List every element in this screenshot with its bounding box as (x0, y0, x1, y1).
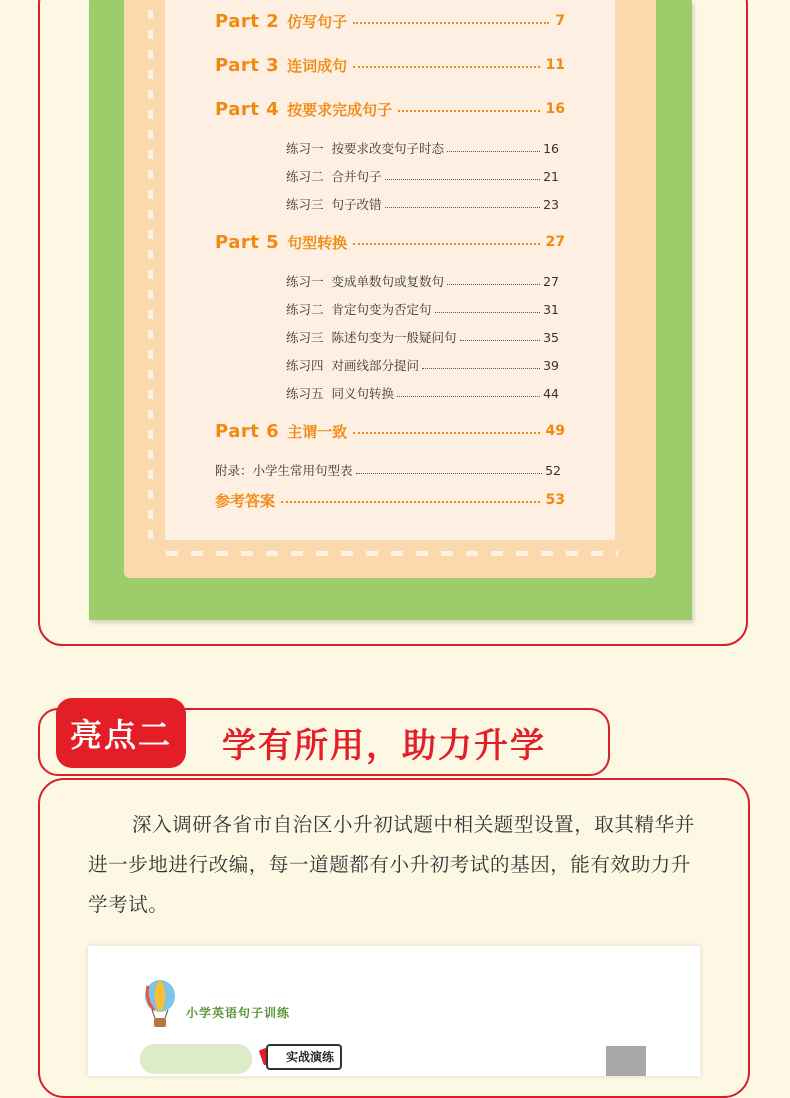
dashed-border-bottom (166, 551, 618, 556)
exercise-title: 句子改错 (331, 197, 382, 212)
toc-part-row[interactable] (215, 53, 565, 77)
part-page: 7 (555, 13, 565, 29)
dot-leader (398, 110, 539, 112)
part-label: Part 6 (215, 420, 280, 442)
exercise-page: 44 (543, 385, 559, 401)
appendix-page: 52 (545, 462, 561, 478)
exercise-page: 35 (543, 329, 559, 345)
dot-leader (422, 368, 540, 369)
exercise-title: 对画线部分提问 (331, 358, 420, 373)
toc-part-row[interactable] (215, 97, 565, 121)
dot-leader (435, 312, 541, 313)
toc-exercise-row[interactable] (286, 195, 559, 213)
exercise-page: 16 (543, 140, 559, 156)
dot-leader (460, 340, 541, 341)
sample-section-pill (140, 1044, 252, 1074)
part-page: 27 (545, 234, 565, 250)
part-title: 连词成句 (287, 56, 348, 75)
exercise-name: 练习二 (286, 169, 324, 184)
highlight-badge: 亮点二 (56, 698, 186, 768)
exercise-name: 练习二 (286, 302, 324, 317)
dot-leader (385, 207, 541, 208)
part-label: Part 2 (215, 10, 280, 32)
part-label: Part 3 (215, 54, 280, 76)
part-page: 11 (545, 57, 565, 73)
part-label: Part 5 (215, 231, 280, 253)
exercise-page: 31 (543, 301, 559, 317)
toc-exercise-row[interactable] (286, 328, 559, 346)
toc-part-row[interactable] (215, 230, 565, 254)
exercise-title: 合并句子 (331, 169, 382, 184)
hot-air-balloon-icon (140, 980, 180, 1028)
exercise-name: 练习五 (286, 386, 324, 401)
exercise-title: 同义句转换 (331, 386, 395, 401)
toc-list (0, 0, 790, 540)
dot-leader (385, 179, 541, 180)
exercise-name: 练习四 (286, 358, 324, 373)
highlight-body (88, 805, 708, 925)
part-title: 句型转换 (287, 233, 348, 252)
exercise-title: 按要求改变句子时态 (331, 141, 445, 156)
dot-leader (447, 151, 540, 152)
exercise-page: 23 (543, 196, 559, 212)
exercise-name: 练习一 (286, 141, 324, 156)
part-title: 主谓一致 (287, 422, 348, 441)
toc-exercise-row[interactable] (286, 139, 559, 157)
exercise-name: 练习一 (286, 274, 324, 289)
dot-leader (353, 66, 539, 68)
exercise-name: 练习三 (286, 197, 324, 212)
dot-leader (281, 501, 540, 503)
part-label: Part 4 (215, 98, 280, 120)
dot-leader (353, 432, 539, 434)
part-page: 49 (545, 423, 565, 439)
toc-appendix-row[interactable] (215, 461, 561, 479)
answers-title: 参考答案 (215, 491, 276, 510)
qr-code-image (606, 1046, 646, 1076)
toc-answers-row[interactable] (215, 488, 565, 512)
part-title: 仿写句子 (287, 12, 348, 31)
exercise-title: 肯定句变为否定句 (331, 302, 432, 317)
sample-tag: 实战演练 (266, 1044, 342, 1070)
toc-exercise-row[interactable] (286, 272, 559, 290)
toc-exercise-row[interactable] (286, 356, 559, 374)
exercise-name: 练习三 (286, 330, 324, 345)
toc-exercise-row[interactable] (286, 167, 559, 185)
toc-part-row[interactable] (215, 419, 565, 443)
appendix-title: 附录：小学生常用句型表 (215, 463, 353, 478)
toc-exercise-row[interactable] (286, 300, 559, 318)
sample-book-title: 小学英语句子训练 (186, 1006, 291, 1020)
dot-leader (397, 396, 540, 397)
exercise-page: 39 (543, 357, 559, 373)
highlight-body-text: 深入调研各省市自治区小升初试题中相关题型设置，取其精华并进一步地进行改编，每一道题都有小升初考试的基因，能有效助力升学考试。 (88, 813, 695, 916)
exercise-title: 变成单数句或复数句 (331, 274, 445, 289)
dot-leader (353, 243, 539, 245)
answers-page: 53 (545, 492, 565, 508)
exercise-page: 21 (543, 168, 559, 184)
highlight-title: 学有所用，助力升学 (222, 725, 546, 766)
part-title: 按要求完成句子 (287, 100, 393, 119)
toc-part-row[interactable] (215, 9, 565, 33)
exercise-page: 27 (543, 273, 559, 289)
part-page: 16 (545, 101, 565, 117)
dot-leader (356, 473, 543, 474)
toc-exercise-row[interactable] (286, 384, 559, 402)
dot-leader (447, 284, 540, 285)
dot-leader (353, 22, 549, 24)
exercise-title: 陈述句变为一般疑问句 (331, 330, 457, 345)
